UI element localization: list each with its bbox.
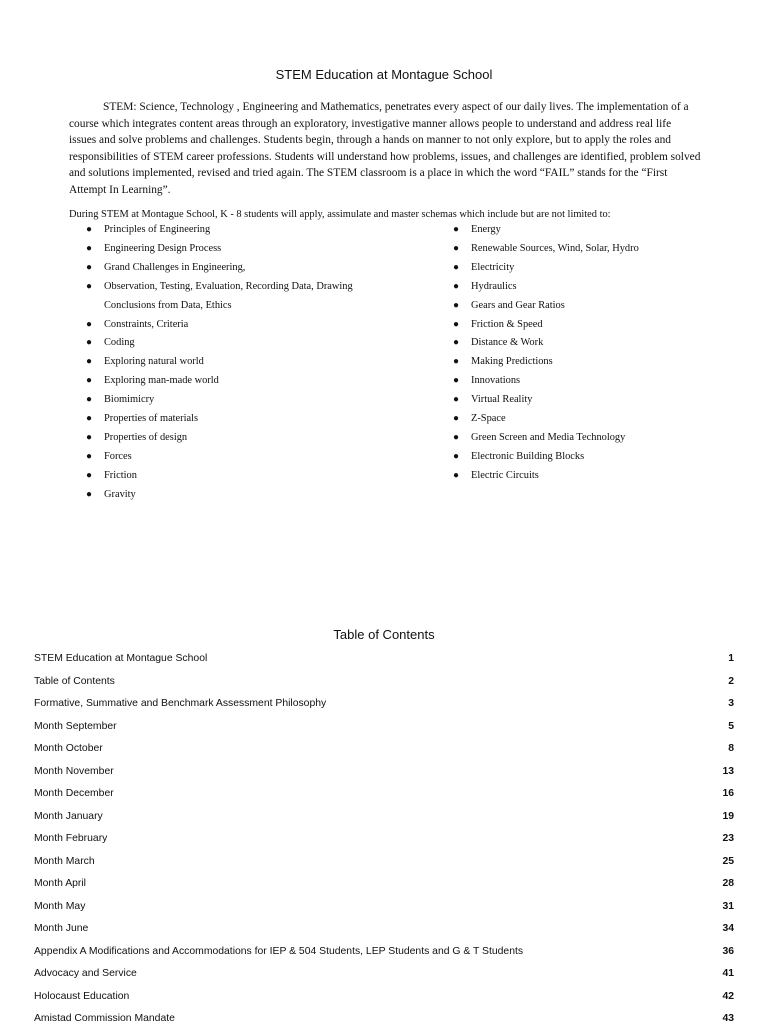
toc-entry-page: 1: [728, 653, 734, 664]
toc-entry: [34, 783, 734, 806]
toc-entry-title: Month June: [34, 923, 89, 934]
topic-item: [86, 240, 386, 259]
topic-text: Properties of materials: [104, 413, 199, 425]
toc-entry-page: 2: [728, 675, 734, 687]
toc-entry-title: Month November: [34, 765, 114, 777]
toc-entry-page: 16: [722, 788, 734, 799]
topic-item: [453, 259, 753, 278]
toc-entry-title: Holocaust Education: [34, 990, 130, 1002]
topic-item: [453, 353, 753, 372]
toc-entry: [34, 761, 734, 784]
toc-entry-page: 42: [722, 990, 734, 1002]
toc-entry: [34, 828, 734, 851]
toc-entry-page: 23: [722, 833, 734, 844]
bullet-icon: ●: [453, 299, 460, 311]
topic-item: [86, 353, 386, 372]
topic-item: [86, 467, 386, 486]
topic-item: [453, 372, 753, 391]
toc-entry: [34, 693, 734, 716]
toc-entry-title: STEM Education at Montague School: [34, 653, 208, 664]
topic-item: [453, 221, 753, 240]
topic-item: [453, 278, 753, 297]
topic-text: Electronic Building Blocks: [471, 450, 585, 462]
toc-entry-page: 13: [722, 765, 734, 777]
toc-entry: [34, 896, 734, 919]
topics-right-column: [453, 221, 753, 486]
toc-entry: [34, 918, 734, 941]
toc-entry: [34, 873, 734, 896]
toc-entry-title: Appendix A Modifications and Accommodations for IEP & 504 Students, LEP Students and G & T Students: [34, 945, 524, 957]
bullet-icon: ●: [86, 488, 93, 500]
topic-text: Energy: [471, 224, 501, 235]
bullet-icon: ●: [86, 261, 93, 273]
toc-entry: [34, 648, 734, 671]
topic-text: Exploring man-made world: [104, 375, 219, 387]
topic-item: [86, 278, 386, 316]
toc-entry-page: 8: [728, 743, 734, 754]
toc-entry-page: 43: [722, 1013, 734, 1024]
topics-left-column: [86, 221, 386, 505]
page-title: STEM Education at Montague School: [275, 67, 493, 82]
topic-text: Friction & Speed: [471, 318, 543, 330]
bullet-icon: ●: [453, 280, 460, 292]
bullet-icon: ●: [86, 242, 93, 254]
bullet-icon: ●: [453, 242, 460, 254]
topic-text: Coding: [104, 337, 135, 349]
topic-item: [86, 259, 386, 278]
topic-item: [453, 297, 753, 316]
toc-entry-page: 28: [722, 878, 734, 889]
toc-entry-title: Month February: [34, 833, 108, 844]
intro-paragraph: STEM: Science, Technology , Engineering and Mathematics, penetrates every aspect of our daily lives. The implementation of a course which integrates content areas through an exploratory, investigative manner allows people to understand and address real life issues and solve problems and challenges. Students begin, through a hands on manner to not only explore, but to apply the roles and responsibilities of STEM career professions. Students will understand how problems, issues, and challenges are identified, problem solved and solutions implemented, revised and tried again. The STEM classroom is a place in which the word “FAIL” stands for the “First Attempt In Learning”.: [69, 101, 701, 196]
topic-text: Making Predictions: [471, 356, 553, 368]
bullet-icon: ●: [453, 375, 460, 387]
toc-entry: [34, 738, 734, 761]
topic-text: Principles of Engineering: [104, 224, 211, 235]
bullet-icon: ●: [453, 261, 460, 273]
topic-text: Z-Space: [471, 413, 506, 425]
topic-item: [453, 316, 753, 335]
topic-item: [453, 391, 753, 410]
bullet-icon: ●: [86, 224, 93, 235]
bullet-icon: ●: [86, 375, 93, 387]
toc-entry-title: Month March: [34, 855, 95, 867]
topic-item: [453, 467, 753, 486]
toc-entry-page: 34: [722, 923, 734, 934]
bullet-icon: ●: [86, 450, 93, 462]
topic-text: Electricity: [471, 261, 515, 273]
toc-entry-title: Month December: [34, 788, 114, 799]
toc-entry: [34, 986, 734, 1009]
toc-entry-page: 5: [728, 720, 734, 732]
bullet-icon: ●: [453, 224, 460, 235]
toc-entry: [34, 716, 734, 739]
topic-item: [86, 486, 386, 505]
toc-entry-page: 25: [722, 855, 734, 867]
table-of-contents: [34, 648, 734, 1031]
topic-item: [453, 240, 753, 259]
toc-entry-title: Month September: [34, 720, 117, 732]
topic-item: [453, 410, 753, 429]
topic-text: Forces: [104, 450, 132, 462]
topic-item: [86, 316, 386, 335]
topic-item: [86, 372, 386, 391]
topic-item: [453, 448, 753, 467]
topic-text: Exploring natural world: [104, 356, 204, 368]
topic-item: [86, 410, 386, 429]
topic-text: Properties of design: [104, 431, 188, 443]
toc-entry-page: 41: [722, 968, 734, 979]
topic-text: Biomimicry: [104, 394, 155, 406]
topics-lead: During STEM at Montague School, K - 8 students will apply, assimulate and master schemas which include but are not limited to:: [69, 209, 611, 220]
toc-entry-title: Advocacy and Service: [34, 968, 137, 979]
bullet-icon: ●: [86, 413, 93, 425]
bullet-icon: ●: [453, 450, 460, 462]
toc-entry-title: Month January: [34, 810, 103, 822]
toc-entry: [34, 963, 734, 986]
topic-text: Renewable Sources, Wind, Solar, Hydro: [471, 242, 639, 254]
bullet-icon: ●: [86, 469, 93, 481]
toc-entry-title: Month April: [34, 878, 86, 889]
bullet-icon: ●: [453, 431, 460, 443]
toc-entry-title: Amistad Commission Mandate: [34, 1013, 175, 1024]
toc-entry-title: Month October: [34, 743, 103, 754]
toc-entry-page: 19: [722, 810, 734, 822]
toc-entry-page: 36: [722, 945, 734, 957]
topic-text: Green Screen and Media Technology: [471, 431, 626, 443]
topic-item: [86, 429, 386, 448]
toc-entry: [34, 1008, 734, 1031]
bullet-icon: ●: [453, 337, 460, 349]
bullet-icon: ●: [453, 413, 460, 425]
toc-entry: [34, 851, 734, 874]
toc-entry-title: Month May: [34, 900, 86, 912]
bullet-icon: ●: [453, 318, 460, 330]
bullet-icon: ●: [86, 394, 93, 406]
topic-item: [86, 448, 386, 467]
topic-text: Gravity: [104, 488, 136, 500]
toc-entry: [34, 941, 734, 964]
bullet-icon: ●: [86, 356, 93, 368]
toc-entry: [34, 671, 734, 694]
topic-text: Engineering Design Process: [104, 242, 222, 254]
topic-text: Observation, Testing, Evaluation, Recording Data, Drawing Conclusions from Data, Ethics: [104, 280, 353, 311]
toc-entry-page: 3: [728, 698, 734, 709]
topic-text: Innovations: [471, 375, 521, 387]
bullet-icon: ●: [453, 394, 460, 406]
topic-item: [86, 221, 386, 240]
topic-text: Friction: [104, 469, 137, 481]
bullet-icon: ●: [453, 469, 460, 481]
topic-text: Constraints, Criteria: [104, 318, 189, 330]
topic-text: Gears and Gear Ratios: [471, 299, 565, 311]
toc-entry-title: Formative, Summative and Benchmark Assessment Philosophy: [34, 698, 327, 709]
bullet-icon: ●: [86, 431, 93, 443]
topic-item: [453, 334, 753, 353]
bullet-icon: ●: [453, 356, 460, 368]
toc-entry: [34, 806, 734, 829]
topic-text: Virtual Reality: [471, 394, 533, 406]
toc-heading: Table of Contents: [333, 627, 435, 642]
topic-item: [86, 334, 386, 353]
bullet-icon: ●: [86, 318, 93, 330]
topic-text: Hydraulics: [471, 280, 517, 292]
topic-text: Distance & Work: [471, 337, 544, 349]
toc-entry-title: Table of Contents: [34, 675, 115, 687]
bullet-icon: ●: [86, 280, 93, 292]
topic-text: Grand Challenges in Engineering,: [104, 261, 246, 273]
topic-item: [86, 391, 386, 410]
toc-entry-page: 31: [722, 900, 734, 912]
bullet-icon: ●: [86, 337, 93, 349]
topic-item: [453, 429, 753, 448]
topic-text: Electric Circuits: [471, 469, 539, 481]
